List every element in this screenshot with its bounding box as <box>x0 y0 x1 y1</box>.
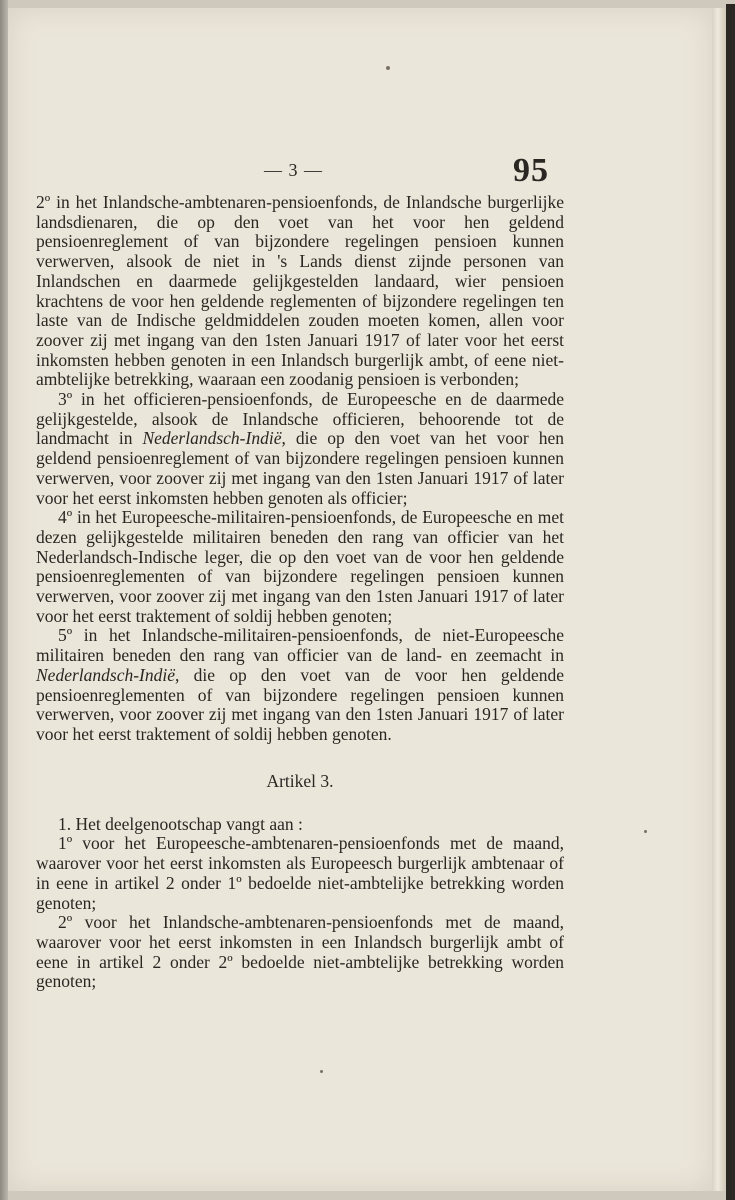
book-page <box>8 8 713 1191</box>
paragraph-fund-3-before: 3º in het officieren-pensioenfonds, de Europeesche en de daarmede gelijkgestelde, alsook de Inlandsche officieren, behoorende tot de landmacht in <box>36 389 564 449</box>
article-paragraph-2: 1º voor het Europeesche-ambtenaren-pensioenfonds met de maand, waarover voor het eerst inkomsten als Europeesch burgerlijk ambtenaar of in eene in artikel 2 onder 1º bedoelde niet-ambtelijke betrekking worden genoten; <box>36 833 564 913</box>
paragraph-fund-2: 2º in het Inlandsche-ambtenaren-pensioenfonds, de Inlandsche burgerlijke landsdienaren, die op den voet van het voor hen geldend pensioenreglement of van bijzondere regelingen pensioen kunnen verwerven, alsook de niet in 's Lands dienst zijnde personen van Inlandschen en daarmede gelijkgestelden landaard, wier pensioen krachtens de voor hen geldende reglementen of bijzondere regelingen ten laste van de Indische geldmiddelen zouden moeten komen, allen voor zoover zij met ingang van den 1sten Januari 1917 of later voor het eerst inkomsten hebben genoten in een Inlandsch burgerlijk ambt, of eene niet-ambtelijke betrekking, waaraan een zoodanig pensioen is verbonden; <box>36 192 564 390</box>
paragraph-fund-3-after: , die op den voet van het voor hen geldend pensioenreglement of van bijzondere regelingen pensioen kunnen verwerven, voor zoover zij met ingang van den 1sten Januari 1917 of later voor het eerst inkomsten hebben genoten als officier; <box>36 428 564 508</box>
paragraph-fund-5-after: , die op den voet van de voor hen geldende pensioenreglementen of van bijzondere regelingen pensioen kunnen verwerven, voor zoover zij met ingang van den 1sten Januari 1917 of later voor het eerst traktement of soldij hebben genoten. <box>36 664 564 744</box>
paragraph-fund-5-italic: Nederlandsch-Indië <box>36 664 175 685</box>
paper-speck <box>386 66 390 70</box>
paragraph-fund-3 <box>36 390 564 508</box>
paragraph-fund-4: 4º in het Europeesche-militairen-pensioenfonds, de Europeesche en met dezen gelijkgestelde militairen beneden den rang van officier van het Nederlandsch-Indische leger, die op den voet van de voor hen geldende pensioenreglementen of van bijzondere regelingen pensioen kunnen verwerven, voor zoover zij met ingang van den 1sten Januari 1917 of later voor het eerst traktement of soldij hebben genoten; <box>36 507 564 626</box>
body-text <box>36 193 564 992</box>
page-marker: — 3 — <box>264 160 323 180</box>
paragraph-fund-5 <box>36 626 564 744</box>
page-edge <box>712 8 726 1191</box>
article-paragraph-1: 1. Het deelgenootschap vangt aan : <box>58 813 303 834</box>
article-paragraph-3: 2º voor het Inlandsche-ambtenaren-pensioenfonds met de maand, waarover voor het eerst inkomsten in een Inlandsch burgerlijk ambt of eene in artikel 2 onder 2º bedoelde niet-ambtelijke betrekking worden genoten; <box>36 912 564 992</box>
paragraph-fund-3-italic: Nederlandsch-Indië <box>142 428 282 449</box>
paper-speck <box>320 1070 323 1073</box>
scan-left-edge <box>0 0 8 1200</box>
page-number: 95 <box>513 152 549 189</box>
article-heading: Artikel 3. <box>266 770 334 791</box>
paragraph-fund-5-before: 5º in het Inlandsche-militairen-pensioenfonds, de niet-Europeesche militairen beneden den rang van officier van de land- en zeemacht in <box>36 625 564 666</box>
paper-speck <box>644 830 647 833</box>
page-header <box>8 152 713 196</box>
scan-right-edge <box>726 4 735 1200</box>
